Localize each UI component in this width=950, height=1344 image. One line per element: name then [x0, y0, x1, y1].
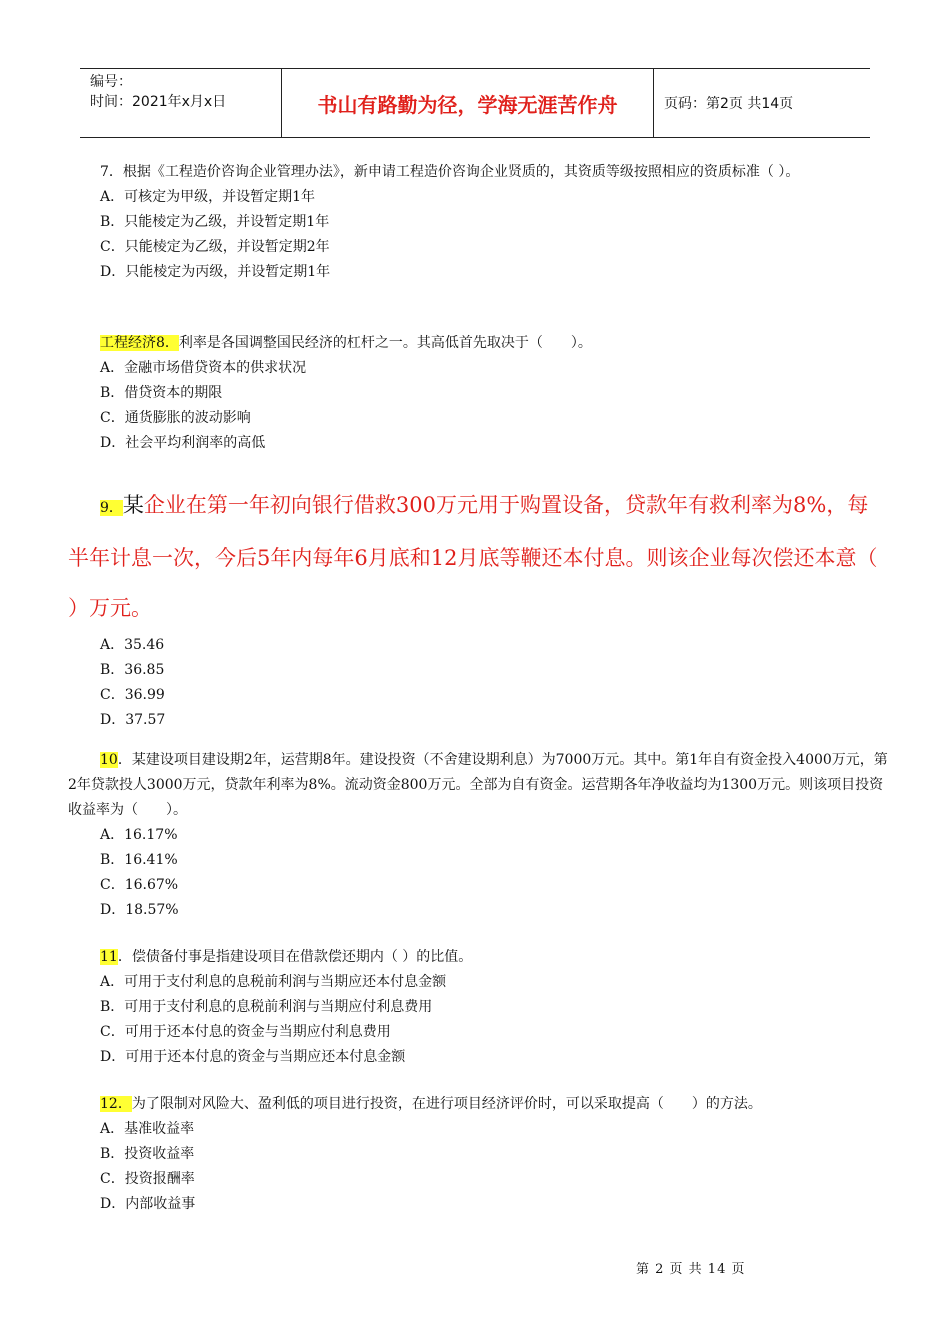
- serial-label: 编号：: [90, 74, 132, 90]
- time-label: 时间：2021年x月x日: [90, 94, 227, 110]
- question-number: 7．: [100, 164, 123, 180]
- option-a: A．可用于支付利息的息税前利润与当期应还本付息金额: [100, 974, 447, 990]
- option-c: C．只能棱定为乙级，并设暂定期2年: [100, 239, 330, 255]
- highlighted-prefix: 11: [100, 949, 118, 965]
- question-stem: [68, 748, 888, 823]
- question-stem: [68, 480, 888, 633]
- page-footer: 第 2 页 共 14 页: [636, 1262, 746, 1277]
- option-b: B．只能棱定为乙级，并设暂定期1年: [100, 214, 330, 230]
- option-c: C．36.99: [100, 687, 165, 703]
- option-d: D．可用于还本付息的资金与当期应还本付息金额: [100, 1049, 406, 1065]
- option-b: B．16.41%: [100, 852, 178, 868]
- question-8: [68, 331, 888, 456]
- highlighted-prefix: 12．: [100, 1096, 132, 1112]
- option-d: D．18.57%: [100, 902, 179, 918]
- highlighted-prefix: 10: [100, 752, 118, 768]
- option-c: C．投资报酬率: [100, 1171, 195, 1187]
- question-text: 为了限制对风险大、盈利低的项目进行投资，在进行项目经济评价时，可以采取提高（ ）的方法。: [131, 1096, 762, 1112]
- option-a: A．16.17%: [100, 827, 178, 843]
- header-meta: [80, 69, 282, 137]
- option-d: D．只能棱定为丙级，并设暂定期1年: [100, 264, 331, 280]
- highlighted-prefix: 9．: [100, 500, 123, 516]
- option-a: A．35.46: [100, 637, 165, 653]
- question-number: ．: [117, 949, 132, 965]
- question-9: [68, 480, 888, 733]
- option-c: C．可用于还本付息的资金与当期应付利息费用: [100, 1024, 391, 1040]
- option-d: D．37.57: [100, 712, 166, 728]
- option-b: B．可用于支付利息的息税前利润与当期应付利息费用: [100, 999, 433, 1015]
- question-stem: [68, 160, 888, 185]
- option-a: A．可核定为甲级，并设暂定期1年: [100, 189, 316, 205]
- question-7: [68, 160, 888, 285]
- option-d: D．内部收益事: [100, 1196, 196, 1212]
- question-stem: [68, 331, 888, 356]
- question-text: 根据《工程造价咨询企业管理办法》，新申请工程造价咨询企业贤质的，其资质等级按照相应的资质标准（ ）。: [122, 164, 800, 180]
- question-text: 偿债备付事是指建设项目在借款偿还期内（ ）的比值。: [131, 949, 473, 965]
- option-a: A．基准收益率: [100, 1121, 195, 1137]
- option-b: B．投资收益率: [100, 1146, 195, 1162]
- option-c: C．16.67%: [100, 877, 179, 893]
- question-12: [68, 1092, 888, 1217]
- question-text: 企业在第一年初向银行借救300万元用于购置设备，贷款年有救利率为8%，每半年计息一次，今后5年内每年6月底和12月底等鞭还本付息。则该企业每次偿还本意（ ）万元。: [68, 493, 878, 620]
- page-header: [80, 68, 870, 138]
- header-motto: 书山有路勤为径，学海无涯苦作舟: [282, 69, 654, 137]
- question-10: [68, 748, 888, 923]
- question-stem: [68, 945, 888, 970]
- option-a: A．金融市场借贷资本的供求状况: [100, 360, 307, 376]
- option-b: B．借贷资本的期限: [100, 385, 223, 401]
- question-text: 某建设项目建设期2年，运营期8年。建设投资（不舍建设期利息）为7000万元。其中。第1年自有资金投入4000万元，第2年贷款投人3000万元，贷款年利率为8%。流动资金800万元。全部为自有资金。运营期各年净收益均为1300万元。则该项目投资收益率为（ ）。: [68, 752, 888, 818]
- option-d: D．社会平均利润率的高低: [100, 435, 266, 451]
- question-text: 利率是各国调整国民经济的杠杆之一。其高低首先取决于（ ）。: [178, 335, 592, 351]
- question-stem: [68, 1092, 888, 1117]
- question-number: 某: [122, 493, 144, 517]
- option-b: B．36.85: [100, 662, 165, 678]
- option-c: C．通货膨胀的波动影响: [100, 410, 251, 426]
- question-number: ．: [117, 752, 132, 768]
- header-page-info: 页码：第2页 共14页: [664, 96, 794, 112]
- question-11: [68, 945, 888, 1070]
- highlighted-prefix: 工程经济8．: [100, 335, 179, 351]
